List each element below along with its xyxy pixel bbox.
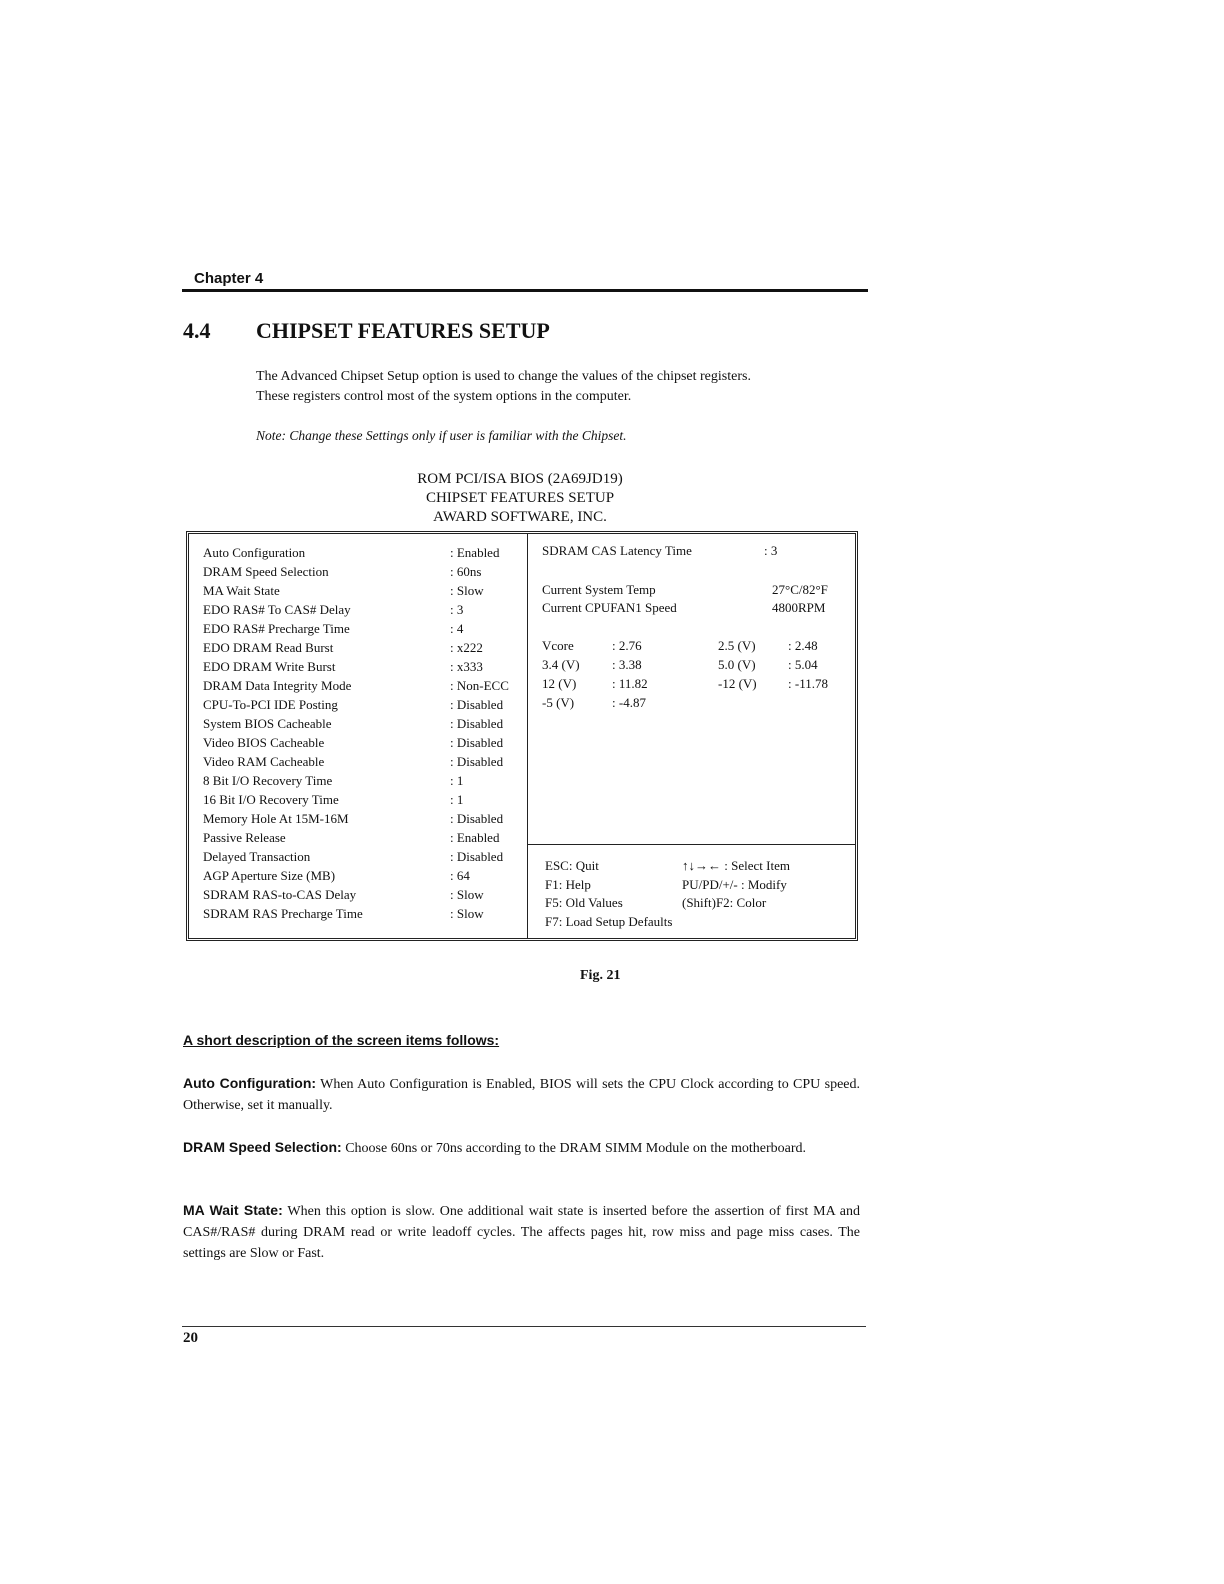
bios-setting-row[interactable]: [203, 562, 523, 581]
bios-header: [340, 470, 700, 527]
bios-setting-row[interactable]: [203, 695, 523, 714]
help-description: PU/PD/+/- : Modify: [682, 876, 787, 892]
bios-setting-value[interactable]: : Slow: [450, 887, 484, 902]
cpufan-speed-value: 4800RPM: [772, 600, 826, 615]
bios-setting-value[interactable]: : Disabled: [450, 849, 504, 864]
bios-setting-label: EDO DRAM Write Burst: [203, 659, 336, 674]
bios-setting-value[interactable]: : 1: [450, 792, 464, 807]
bios-setting-row[interactable]: [203, 847, 523, 866]
ma-wait-text: When this option is slow. One additional wait state is inserted before the assertion of first MA and CAS#/RAS# during DRAM read or write leadoff cycles. The affects pages hit, row miss and page miss cases. The settings are Slow or Fast.: [183, 1204, 861, 1261]
bios-setting-value[interactable]: : 4: [450, 621, 464, 636]
vm5-value: : -4.87: [612, 695, 646, 710]
help-row: [545, 876, 845, 895]
bios-settings-list: [203, 543, 523, 923]
vm12-value: : -11.78: [788, 676, 828, 691]
dram-speed-text: Choose 60ns or 70ns according to the DRAM SIMM Module on the motherboard.: [345, 1141, 806, 1156]
v12-value: : 11.82: [612, 676, 648, 691]
bios-vertical-divider: [527, 534, 528, 938]
help-row: [545, 913, 845, 932]
v25-value: : 2.48: [788, 638, 818, 653]
system-temp-label: Current System Temp: [542, 582, 656, 597]
help-key: ESC: Quit: [545, 858, 599, 873]
bios-setting-label: Passive Release: [203, 830, 286, 845]
bios-setting-value[interactable]: : Disabled: [450, 811, 504, 826]
help-key: F7: Load Setup Defaults: [545, 913, 673, 929]
vm12-label: -12 (V): [718, 676, 757, 691]
bios-title-2: CHIPSET FEATURES SETUP: [425, 490, 615, 506]
cas-latency-label: SDRAM CAS Latency Time: [542, 543, 692, 558]
v25-label: 2.5 (V): [718, 638, 756, 653]
bios-setting-label: EDO RAS# To CAS# Delay: [203, 602, 351, 617]
bios-setting-row[interactable]: [203, 885, 523, 904]
bios-setting-label: SDRAM RAS-to-CAS Delay: [203, 887, 357, 902]
bios-setting-row[interactable]: [203, 714, 523, 733]
bios-setting-row[interactable]: [203, 771, 523, 790]
system-temp-value: 27°C/82°F: [772, 582, 828, 597]
bios-setting-label: 8 Bit I/O Recovery Time: [203, 773, 333, 788]
chapter-label: Chapter 4: [194, 270, 264, 287]
bios-setting-value[interactable]: : 64: [450, 868, 470, 883]
v50-label: 5.0 (V): [718, 657, 756, 672]
section-number: 4.4: [183, 318, 211, 343]
bios-setting-row[interactable]: [203, 543, 523, 562]
bios-setting-value[interactable]: : Enabled: [450, 545, 500, 560]
bios-setting-row[interactable]: [203, 790, 523, 809]
bios-setting-label: Video BIOS Cacheable: [203, 735, 325, 750]
bios-key-help: [545, 857, 845, 931]
vcore-value: : 2.76: [612, 638, 642, 653]
bios-setting-row[interactable]: [203, 866, 523, 885]
ma-wait-term: MA Wait State:: [183, 1202, 283, 1218]
bios-setting-value[interactable]: : Slow: [450, 906, 484, 921]
bios-setting-value[interactable]: : x333: [450, 659, 483, 674]
help-row: [545, 857, 845, 876]
bios-setting-row[interactable]: [203, 657, 523, 676]
bios-setting-label: DRAM Speed Selection: [203, 564, 329, 579]
footer-rule: [182, 1326, 866, 1327]
bios-setting-value[interactable]: : 3: [450, 602, 464, 617]
auto-config-text: When Auto Configuration is Enabled, BIOS will sets the CPU Clock according to CPU speed. Otherwise, set it manually.: [183, 1077, 860, 1113]
auto-config-description: [183, 1073, 860, 1116]
v34-label: 3.4 (V): [542, 657, 580, 672]
bios-setting-label: CPU-To-PCI IDE Posting: [203, 697, 338, 712]
bios-setting-row[interactable]: [203, 638, 523, 657]
bios-setting-label: MA Wait State: [203, 583, 280, 598]
page-number: 20: [183, 1330, 198, 1346]
intro-line-1: The Advanced Chipset Setup option is used to change the values of the chipset registers.: [256, 369, 751, 384]
bios-setting-row[interactable]: [203, 752, 523, 771]
dram-speed-description: [183, 1137, 860, 1159]
cpufan-speed-label: Current CPUFAN1 Speed: [542, 600, 677, 615]
help-key: F5: Old Values: [545, 895, 623, 910]
bios-setting-value[interactable]: : Disabled: [450, 735, 504, 750]
bios-help-divider: [528, 844, 855, 845]
bios-setting-value[interactable]: : Disabled: [450, 697, 504, 712]
bios-setting-label: Memory Hole At 15M-16M: [203, 811, 349, 826]
vcore-label: Vcore: [542, 638, 574, 653]
bios-setting-label: Video RAM Cacheable: [203, 754, 325, 769]
description-heading: A short description of the screen items follows:: [183, 1032, 500, 1048]
bios-setting-value[interactable]: : Slow: [450, 583, 484, 598]
bios-setting-value[interactable]: : 60ns: [450, 564, 482, 579]
bios-title-3: AWARD SOFTWARE, INC.: [433, 509, 607, 525]
bios-setting-row[interactable]: [203, 828, 523, 847]
bios-setting-label: Auto Configuration: [203, 545, 306, 560]
bios-setting-row[interactable]: [203, 581, 523, 600]
bios-setting-row[interactable]: [203, 600, 523, 619]
bios-setting-value[interactable]: : Disabled: [450, 716, 504, 731]
note: Note: Change these Settings only if user is familiar with the Chipset.: [256, 428, 627, 443]
v12-label: 12 (V): [542, 676, 577, 691]
bios-setting-label: 16 Bit I/O Recovery Time: [203, 792, 339, 807]
bios-setting-row[interactable]: [203, 809, 523, 828]
bios-title-1: ROM PCI/ISA BIOS (2A69JD19): [417, 471, 623, 487]
bios-setting-value[interactable]: : Non-ECC: [450, 678, 509, 693]
v50-value: : 5.04: [788, 657, 818, 672]
help-key: F1: Help: [545, 876, 591, 892]
bios-setting-value[interactable]: : x222: [450, 640, 483, 655]
v34-value: : 3.38: [612, 657, 642, 672]
vm5-label: -5 (V): [542, 695, 575, 710]
bios-setting-value[interactable]: : Disabled: [450, 754, 504, 769]
auto-config-term: Auto Configuration:: [183, 1075, 317, 1091]
bios-setting-label: DRAM Data Integrity Mode: [203, 678, 352, 693]
dram-speed-term: DRAM Speed Selection:: [183, 1139, 342, 1155]
intro-paragraph: [256, 367, 876, 407]
bios-setting-row[interactable]: [203, 619, 523, 638]
bios-setting-label: EDO RAS# Precharge Time: [203, 621, 350, 636]
cas-latency-value[interactable]: : 3: [764, 543, 778, 558]
intro-line-2: These registers control most of the system options in the computer.: [256, 389, 632, 404]
bios-setting-row[interactable]: [203, 733, 523, 752]
bios-setting-label: EDO DRAM Read Burst: [203, 640, 334, 655]
ma-wait-description: [183, 1200, 860, 1264]
bios-setting-row[interactable]: [203, 904, 523, 923]
bios-setting-value[interactable]: : 1: [450, 773, 464, 788]
help-row: [545, 894, 845, 913]
help-description: ↑↓→← : Select Item: [682, 858, 790, 873]
bios-setting-label: System BIOS Cacheable: [203, 716, 332, 731]
help-description: (Shift)F2: Color: [682, 895, 767, 910]
bios-setting-row[interactable]: [203, 676, 523, 695]
figure-caption: Fig. 21: [580, 968, 621, 983]
header-rule: [182, 289, 868, 292]
bios-setting-value[interactable]: : Enabled: [450, 830, 500, 845]
bios-setting-label: SDRAM RAS Precharge Time: [203, 906, 363, 921]
bios-setting-label: AGP Aperture Size (MB): [203, 868, 336, 883]
bios-setting-label: Delayed Transaction: [203, 849, 311, 864]
section-title: CHIPSET FEATURES SETUP: [256, 318, 550, 343]
